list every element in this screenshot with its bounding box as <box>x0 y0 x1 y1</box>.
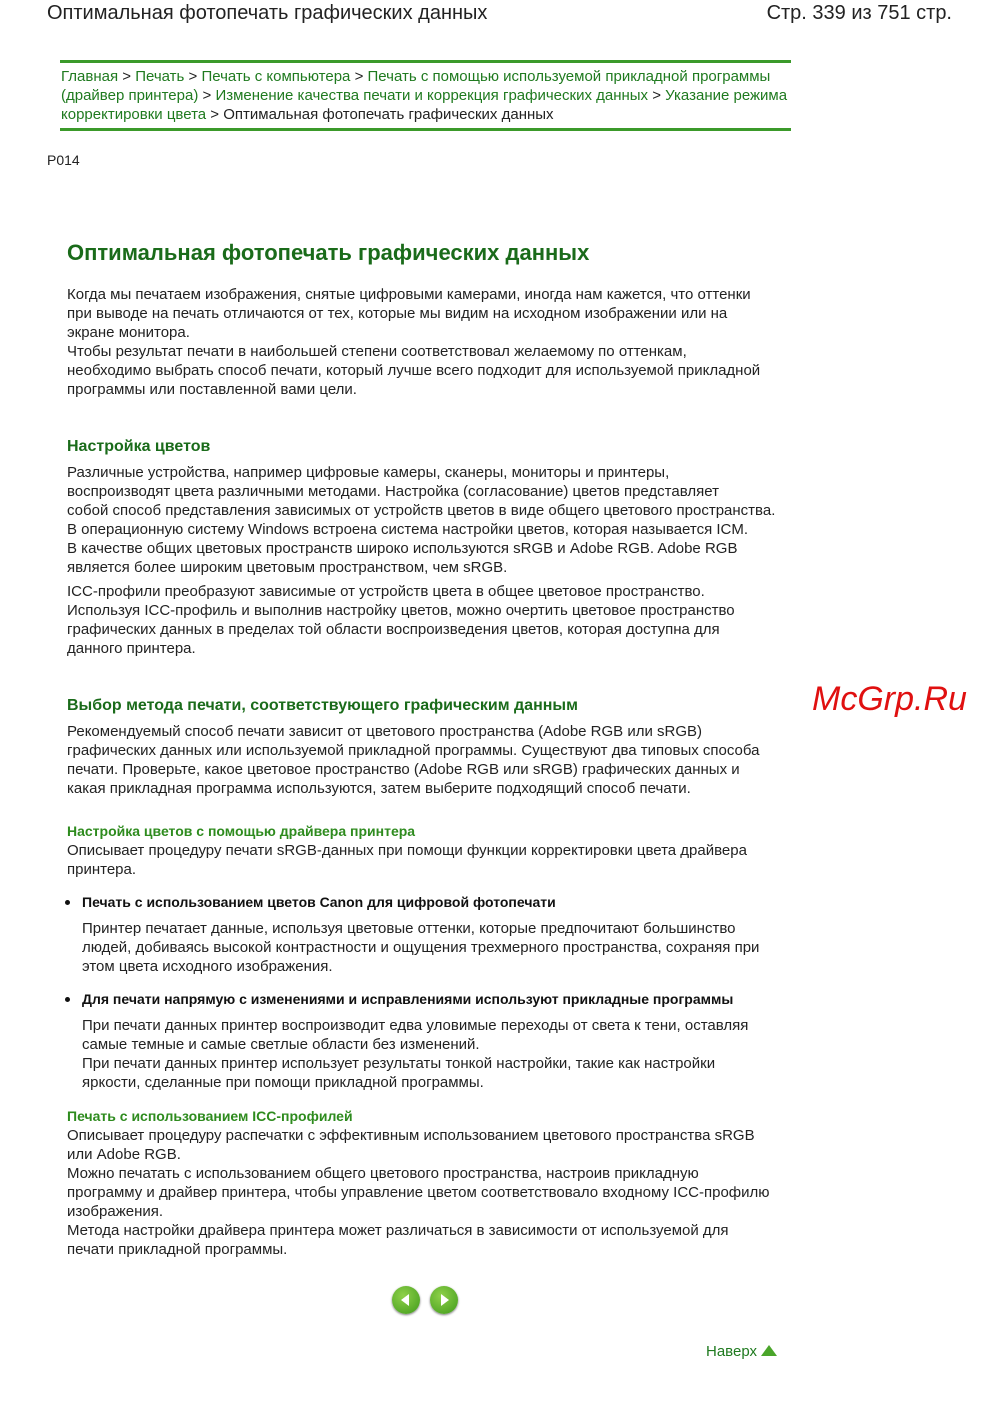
text-line: Принтер печатает данные, используя цветовые оттенки, которые предпочитают большинство <box>82 920 736 937</box>
text-line: Оптимальная фотопечать графических данных <box>67 240 590 265</box>
text-line: Печать с использованием цветов Canon для цифровой фотопечати <box>82 894 556 910</box>
topic-code: P014 <box>47 152 80 168</box>
text-line: При печати данных принтер использует результаты тонкой настройки, такие как настройки <box>82 1055 716 1072</box>
text-line: Настройка цветов с помощью драйвера принтера <box>67 823 416 839</box>
text-line: Метода настройки драйвера принтера может различаться в зависимости от используемой для <box>67 1222 729 1239</box>
breadcrumb-link[interactable]: Печать с компьютера <box>201 68 351 85</box>
breadcrumb-link[interactable]: Печать <box>135 68 185 85</box>
text-line: собой способ представления зависимых от устройств цветов в виде общего цветового пространства. <box>67 502 776 519</box>
page-title <box>67 240 589 266</box>
paragraph <box>67 722 759 798</box>
breadcrumb-link[interactable]: Главная <box>61 68 119 85</box>
breadcrumb-top-rule <box>60 60 791 63</box>
text-line: печати. Проверьте, какое цветовое пространство (Adobe RGB или sRGB) графических данных и <box>67 761 740 778</box>
text-line: какая прикладная программа используются, затем выберите подходящий способ печати. <box>67 780 691 797</box>
breadcrumb-link[interactable]: Печать с помощью используемой прикладной программы (драйвер принтера) <box>61 68 771 104</box>
section-heading <box>67 437 210 456</box>
back-to-top-link[interactable] <box>706 1343 777 1360</box>
prev-page-button[interactable] <box>392 1286 420 1314</box>
text-line: Выбор метода печати, соответствующего графическим данным <box>67 697 578 714</box>
breadcrumb-separator: > <box>210 106 220 123</box>
text-line: принтера. <box>67 861 137 878</box>
page-number: Стр. 339 из 751 стр. <box>766 2 952 24</box>
text-line: графических данных или используемой прикладной программы. Существуют два типовых способа <box>67 742 760 759</box>
arrow-right-icon <box>430 1286 458 1314</box>
text-line: яркости, сделанные при помощи прикладной программы. <box>82 1074 484 1091</box>
paragraph <box>67 1126 770 1259</box>
text-line: Чтобы результат печати в наибольшей степени соответствовал желаемому по оттенкам, <box>67 343 687 360</box>
arrow-left-icon <box>392 1286 420 1314</box>
text-line: является более широким цветовым пространством, чем sRGB. <box>67 559 508 576</box>
text-line: этом цвета исходного изображения. <box>82 958 333 975</box>
watermark: McGrp.Ru <box>812 680 967 718</box>
text-line: Когда мы печатаем изображения, снятые цифровыми камерами, иногда нам кажется, что оттенки <box>67 286 751 303</box>
section-heading <box>67 696 578 715</box>
text-line: программы или поставленной вами цели. <box>67 381 357 398</box>
triangle-up-icon <box>761 1345 777 1356</box>
text-line: или Adobe RGB. <box>67 1146 181 1163</box>
text-line: печати прикладной программы. <box>67 1241 288 1258</box>
next-page-button[interactable] <box>430 1286 458 1314</box>
paragraph <box>67 582 735 658</box>
subsection-link[interactable] <box>67 1107 353 1126</box>
paragraph <box>67 285 760 399</box>
breadcrumb-link[interactable]: Изменение качества печати и коррекция графических данных <box>215 87 649 104</box>
text-line: Различные устройства, например цифровые камеры, сканеры, мониторы и принтеры, <box>67 464 670 481</box>
breadcrumb-separator: > <box>188 68 198 85</box>
text-line: необходимо выбрать способ печати, который лучше всего подходит для используемой прикладной <box>67 362 761 379</box>
text-line: данного принтера. <box>67 640 196 657</box>
text-line: Настройка цветов <box>67 438 211 455</box>
text-line: Описывает процедуру распечатки с эффективным использованием цветового пространства sRGB <box>67 1127 755 1144</box>
bullet-item <box>67 990 733 1009</box>
text-line: воспроизводят цвета различными методами. Настройка (согласование) цветов представляет <box>67 483 719 500</box>
paragraph <box>67 841 747 879</box>
text-line: В качестве общих цветовых пространств широко используются sRGB и Adobe RGB. Adobe RGB <box>67 540 738 557</box>
breadcrumb-link[interactable]: Указание режима корректировки цвета <box>61 87 788 123</box>
breadcrumb-separator: > <box>652 87 661 104</box>
text-line: изображения. <box>67 1203 164 1220</box>
text-line: программу и драйвер принтера, чтобы управление цветом соответствовало входному ICC-профилю <box>67 1184 770 1201</box>
text-line: При печати данных принтер воспроизводит едва уловимые переходы от света к тени, оставляя <box>82 1017 749 1034</box>
bullet-description <box>82 919 759 976</box>
breadcrumb-separator: > <box>354 68 364 85</box>
text-line: ICC-профили преобразуют зависимые от устройств цвета в общее цветовое пространство. <box>67 583 705 600</box>
text-line: Для печати напрямую с изменениями и исправлениями используют прикладные программы <box>82 991 734 1007</box>
text-line: В операционную систему Windows встроена система настройки цветов, которая называется ICM. <box>67 521 749 538</box>
text-line: самые темные и самые светлые области без изменений. <box>82 1036 480 1053</box>
back-to-top-label: Наверх <box>706 1343 757 1360</box>
text-line: при выводе на печать отличаются от тех, которые мы видим на исходном изображении или на <box>67 305 728 322</box>
paragraph <box>67 463 775 577</box>
breadcrumb-bottom-rule <box>60 128 791 131</box>
text-line: Используя ICC-профиль и выполнив настройку цветов, можно очертить цветовое пространство <box>67 602 735 619</box>
bullet-description <box>82 1016 748 1092</box>
breadcrumb <box>61 67 791 124</box>
text-line: людей, добиваясь высокой контрастности и ощущения трехмерного пространства, сохраняя при <box>82 939 760 956</box>
text-line: Можно печатать с использованием общего цветового пространства, настроив прикладную <box>67 1165 699 1182</box>
breadcrumb-separator: > <box>122 68 132 85</box>
breadcrumb-current: Оптимальная фотопечать графических данных <box>223 106 554 123</box>
page-header-title: Оптимальная фотопечать графических данных <box>47 2 488 24</box>
text-line: Печать с использованием ICC-профилей <box>67 1108 353 1124</box>
text-line: экране монитора. <box>67 324 190 341</box>
text-line: графических данных в пределах той области воспроизведения цветов, которая доступна для <box>67 621 720 638</box>
text-line: Описывает процедуру печати sRGB-данных при помощи функции корректировки цвета драйвера <box>67 842 747 859</box>
subsection-link[interactable] <box>67 822 415 841</box>
text-line: Рекомендуемый способ печати зависит от цветового пространства (Adobe RGB или sRGB) <box>67 723 703 740</box>
breadcrumb-separator: > <box>202 87 212 104</box>
bullet-item <box>67 893 556 912</box>
